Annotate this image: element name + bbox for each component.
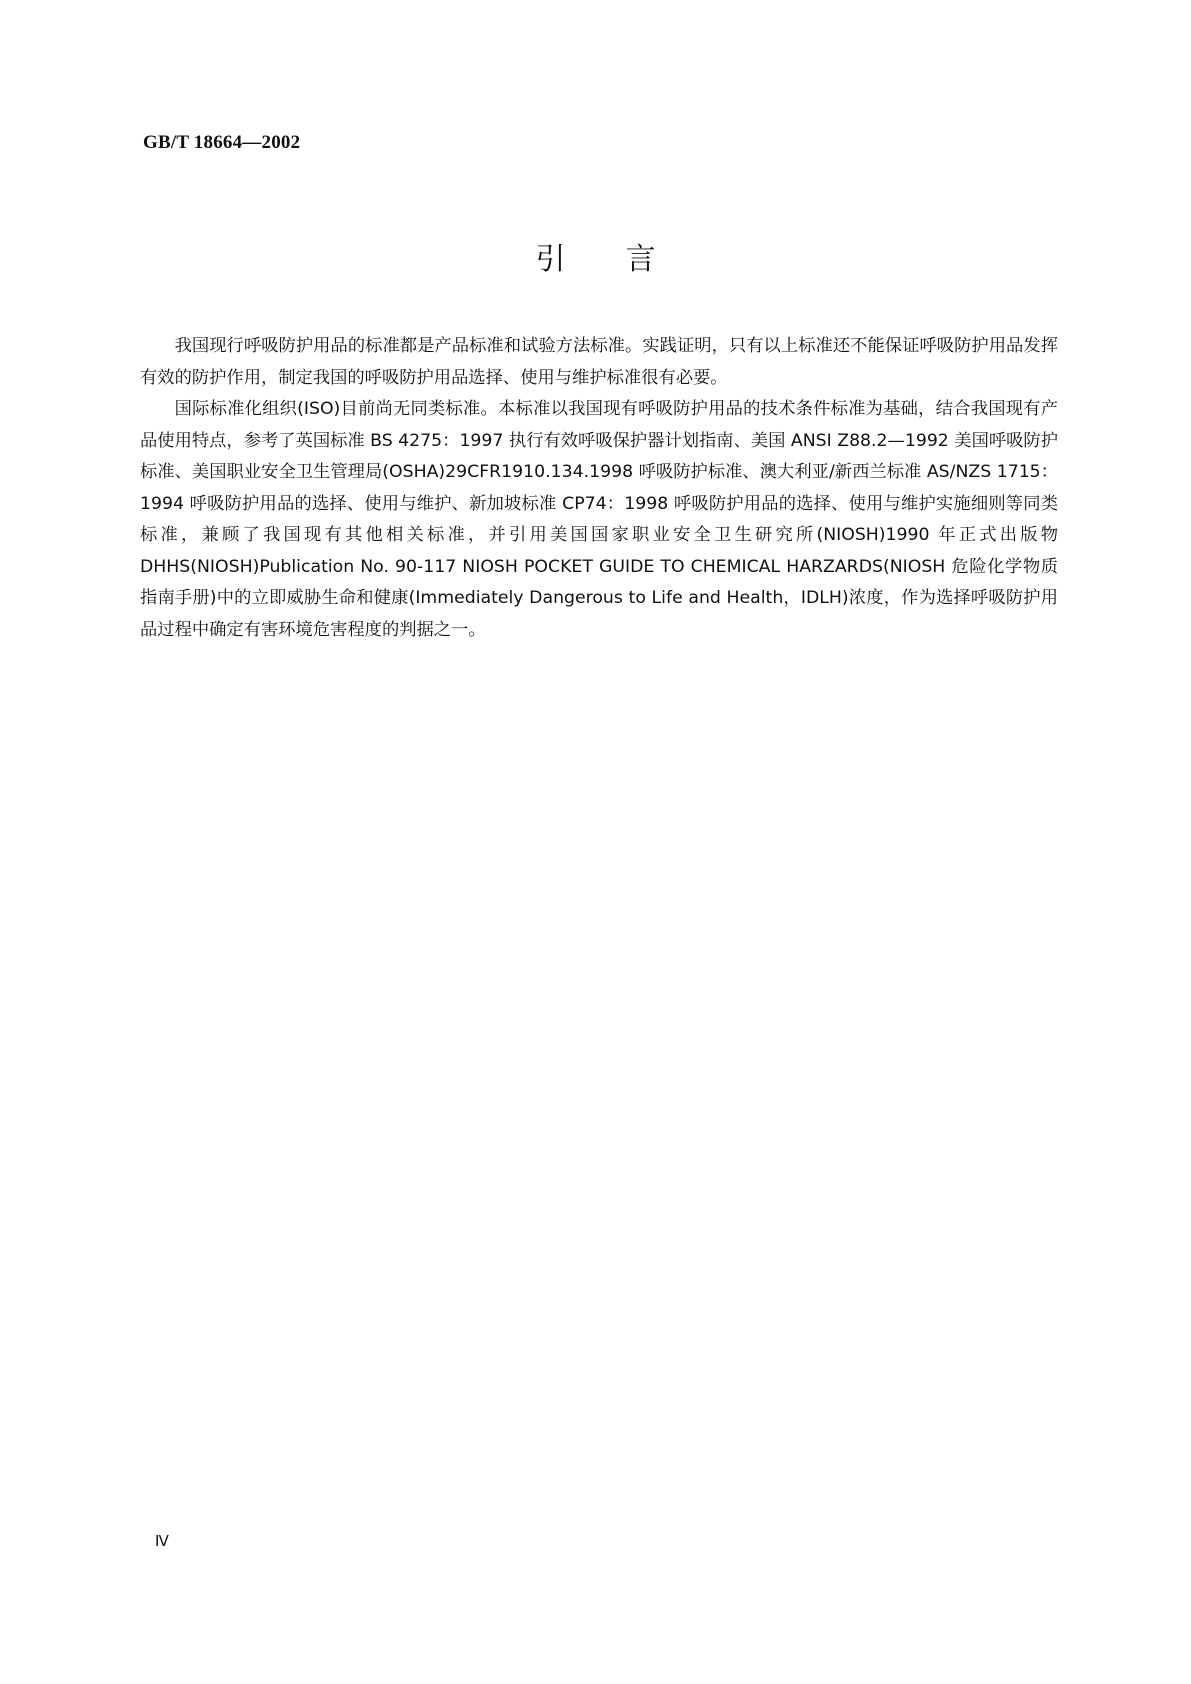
- paragraph-1: 我国现行呼吸防护用品的标准都是产品标准和试验方法标准。实践证明，只有以上标准还不能保证呼吸防护用品发挥有效的防护作用，制定我国的呼吸防护用品选择、使用与维护标准很有必要。: [140, 336, 1058, 388]
- section-title: 引言: [535, 242, 716, 277]
- body-text: [140, 331, 1058, 646]
- page-number: Ⅳ: [155, 1534, 169, 1550]
- paragraph-2: 国际标准化组织(ISO)目前尚无同类标准。本标准以我国现有呼吸防护用品的技术条件标准为基础，结合我国现有产品使用特点，参考了英国标准 BS 4275：1997 执行有效呼吸保护器计划指南、美国 ANSI Z88.2—1992 美国呼吸防护标准、美国职业安全卫生管理局(OSHA)29CFR1910.134.1998 呼吸防护标准、澳大利亚/新西兰标准 AS/NZS 1715：1994 呼吸防护用品的选择、使用与维护、新加坡标准 CP74：1998 呼吸防护用品的选择、使用与维护实施细则等同类标准，兼顾了我国现有其他相关标准，并引用美国国家职业安全卫生研究所(NIOSH)1990 年正式出版物 DHHS(NIOSH)Publication No. 90-117 NIOSH POCKET GUIDE TO CHEMICAL HARZARDS(NIOSH 危险化学物质指南手册)中的立即威胁生命和健康(Immediately Dangerous to Life and Health，IDLH)浓度，作为选择呼吸防护用品过程中确定有害环境危害程度的判据之一。: [140, 399, 1058, 640]
- standard-code-header: GB/T 18664—2002: [143, 132, 301, 153]
